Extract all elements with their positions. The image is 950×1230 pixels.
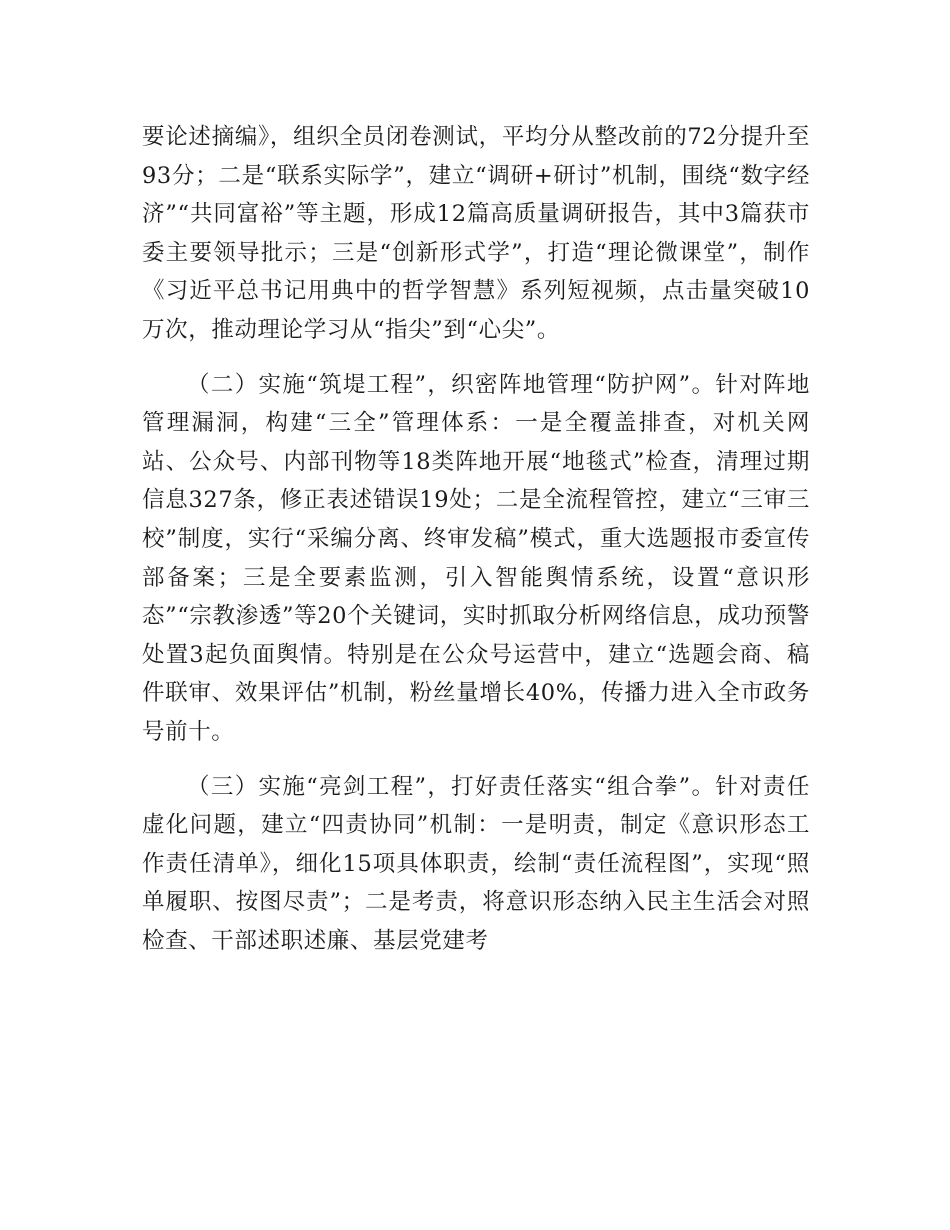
paragraph-section-3: （三）实施“亮剑工程”，打好责任落实“组合拳”。针对责任虚化问题，建立“四责协同”机制：一是明责，制定《意识形态工作责任清单》，细化15项具体职责，绘制“责任流程图”，实现“照单履职、按图尽责”；二是考责，将意识形态纳入民主生活会对照检查、干部述职述廉、基层党建考	[142, 773, 810, 954]
document-body	[142, 118, 810, 960]
paragraph-continued: 要论述摘编》，组织全员闭卷测试，平均分从整改前的72分提升至93分；二是“联系实际学”，建立“调研+研讨”机制，围绕“数字经济”“共同富裕”等主题，形成12篇高质量调研报告，其中3篇获市委主要领导批示；三是“创新形式学”，打造“理论微课堂”，制作《习近平总书记用典中的哲学智慧》系列短视频，点击量突破10万次，推动理论学习从“指尖”到“心尖”。	[142, 124, 810, 343]
paragraph-section-2: （二）实施“筑堤工程”，织密阵地管理“防护网”。针对阵地管理漏洞，构建“三全”管理体系：一是全覆盖排查，对机关网站、公众号、内部刊物等18类阵地开展“地毯式”检查，清理过期信息327条，修正表述错误19处；二是全流程管控，建立“三审三校”制度，实行“采编分离、终审发稿”模式，重大选题报市委宣传部备案；三是全要素监测，引入智能舆情系统，设置“意识形态”“宗教渗透”等20个关键词，实时抓取分析网络信息，成功预警处置3起负面舆情。特别是在公众号运营中，建立“选题会商、稿件联审、效果评估”机制，粉丝量增长40%，传播力进入全市政务号前十。	[142, 371, 810, 745]
